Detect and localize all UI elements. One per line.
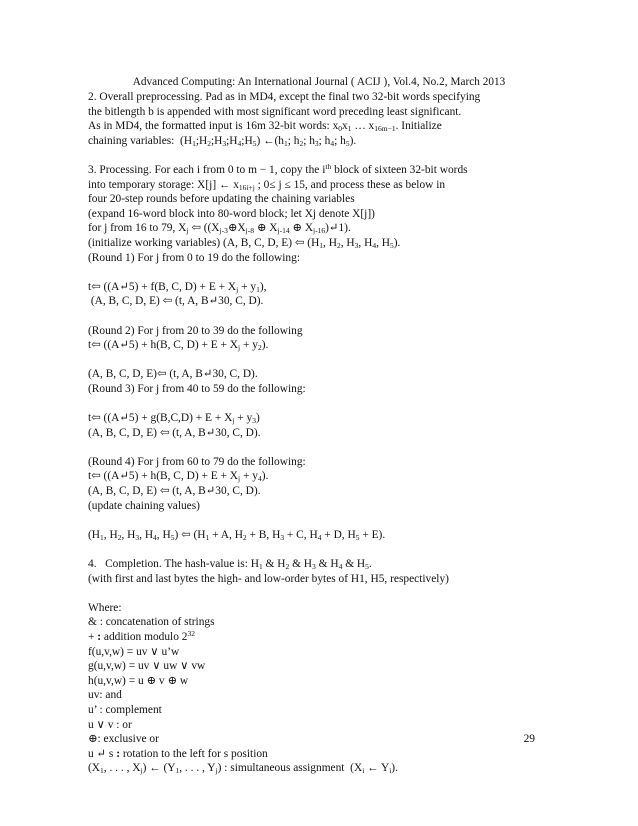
- text-line: (A, B, C, D, E) ⇦ (t, A, B↵30, C, D).: [88, 295, 264, 308]
- text-line: u’ : complement: [88, 703, 162, 716]
- blank-line: [88, 396, 558, 411]
- blank-line: [88, 353, 558, 368]
- text-line: 4. Completion. The hash-value is: $H_1$ & $H_2$ & $H_3$ & $H_4$ & $H_5$.: [88, 558, 372, 571]
- text-line: (Round 3) For j from 40 to 59 do the following:: [88, 382, 306, 395]
- page-number: 29: [523, 733, 535, 745]
- text-line: t⇦ ((A↵5) + h(B, C, $D) + E + X_j + y_4$).: [88, 470, 269, 484]
- blank-line: [88, 542, 558, 557]
- running-header: Advanced Computing: An International Journal ( ACIJ ), Vol.4, No.2, March 2013: [132, 76, 506, 88]
- blank-line: [88, 148, 558, 163]
- text-line: for j from 16 to 79, $X_j$ ⇦ (($X_{j-3}\oplus X_{j-8}$ ⊕ $X_{j-14}$ ⊕ $X_{j-16})↵1$).: [88, 222, 351, 236]
- text-line: t⇦ ((A↵5) + h(B, C, $D) + E + X_j + y_2$).: [88, 339, 269, 353]
- text-line: chaining variables: $(H_1;H_2;H_3;H_4;H_5)$ $\leftarrow(h_1$; $h_2$; $h_3$; $h_4$; $h_5$).: [88, 134, 357, 148]
- text-line: g(u,v,w) = uv ∨ uw ∨ vw: [88, 660, 206, 673]
- text-line: (Round 1) For j from 0 to 19 do the following:: [88, 251, 300, 264]
- text-line: (A, B, C, D, E) ⇦ (t, A, B↵30, C, D).: [88, 426, 261, 439]
- text-line: uv: and: [88, 689, 122, 702]
- text-line: (A, B, C, D, E)⇦ (t, A, B↵30, C, D).: [88, 368, 258, 381]
- text-line: u ∨ v : or: [88, 718, 132, 731]
- text-line: As in MD4, the formatted input is 16m 32-bit words: $x_0x_1$ … $x_{16m-1}$. Initialize: [88, 120, 442, 134]
- text-line: Where:: [88, 601, 122, 614]
- text-line: four 20-step rounds before updating the chaining variables: [88, 193, 355, 206]
- blank-line: [88, 440, 558, 455]
- document-body: [88, 90, 558, 776]
- blank-line: [88, 586, 558, 601]
- text-line: ⊕: exclusive or: [88, 733, 159, 746]
- text-line: (update chaining values): [88, 499, 200, 512]
- text-line: ($H_1$, $H_2$, $H_3$, $H_4$, $H_5$) ⇦ ($H_1 + A$, $H_2 + B$, $H_3 + C$, $H_4 + D$, $H_5 + E$).: [88, 528, 386, 542]
- text-line: 2. Overall preprocessing. Pad as in MD4, except the final two 32-bit words specifying: [88, 91, 481, 103]
- text-line: + : addition modulo $2^{32}$: [88, 628, 195, 643]
- text-line: the bitlength b is appended with most significant word preceding least significant.: [88, 105, 462, 118]
- text-line: (Round 4) For j from 60 to 79 do the following:: [88, 455, 306, 468]
- text-line: (with first and last bytes the high- and low-order bytes of H1, H5, respectively): [88, 572, 449, 585]
- blank-line: [88, 513, 558, 528]
- text-line: h(u,v,w) = u ⊕ v ⊕ w: [88, 674, 189, 687]
- text-line: & : concatenation of strings: [88, 616, 215, 629]
- text-line: into temporary storage: X[j] ← $x_{16i+j}$ ; 0≤ j ≤ 15, and process these as below in: [88, 178, 446, 192]
- text-line: f(u,v,w) = uv ∨ u’w: [88, 645, 180, 658]
- text-line: (expand 16-word block into 80-word block; let Xj denote X[j]): [88, 207, 375, 220]
- text-line: t⇦ ((A↵5) + f(B, C, $D) + E + X_j + y_1$),: [88, 280, 267, 294]
- blank-line: [88, 265, 558, 280]
- text-line: (initialize working variables) (A, B, C, D, E) ⇦ ($H_1$, $H_2$, $H_3$, $H_4$, $H_5$).: [88, 236, 401, 250]
- text-line: (Round 2) For j from 20 to 39 do the following: [88, 324, 303, 337]
- text-line: u ↵ s : rotation to the left for s position: [88, 747, 268, 760]
- blank-line: [88, 309, 558, 324]
- text-line: (A, B, C, D, E) ⇦ (t, A, B↵30, C, D).: [88, 485, 261, 498]
- text-line: t⇦ ((A↵5) + $g(B,C,D) + E + X_j + y_3$): [88, 412, 260, 426]
- text-line: 3. Processing. For each i from 0 to m − 1, copy the $i^{th}$ block of sixteen 32-bit words: [88, 161, 468, 176]
- text-line: ($X_1$, . . . , $X_j$) ← ($Y_1$, . . . , $Y_j$) : simultaneous assignment ($X_i$ ← $Y_i$).: [88, 762, 398, 776]
